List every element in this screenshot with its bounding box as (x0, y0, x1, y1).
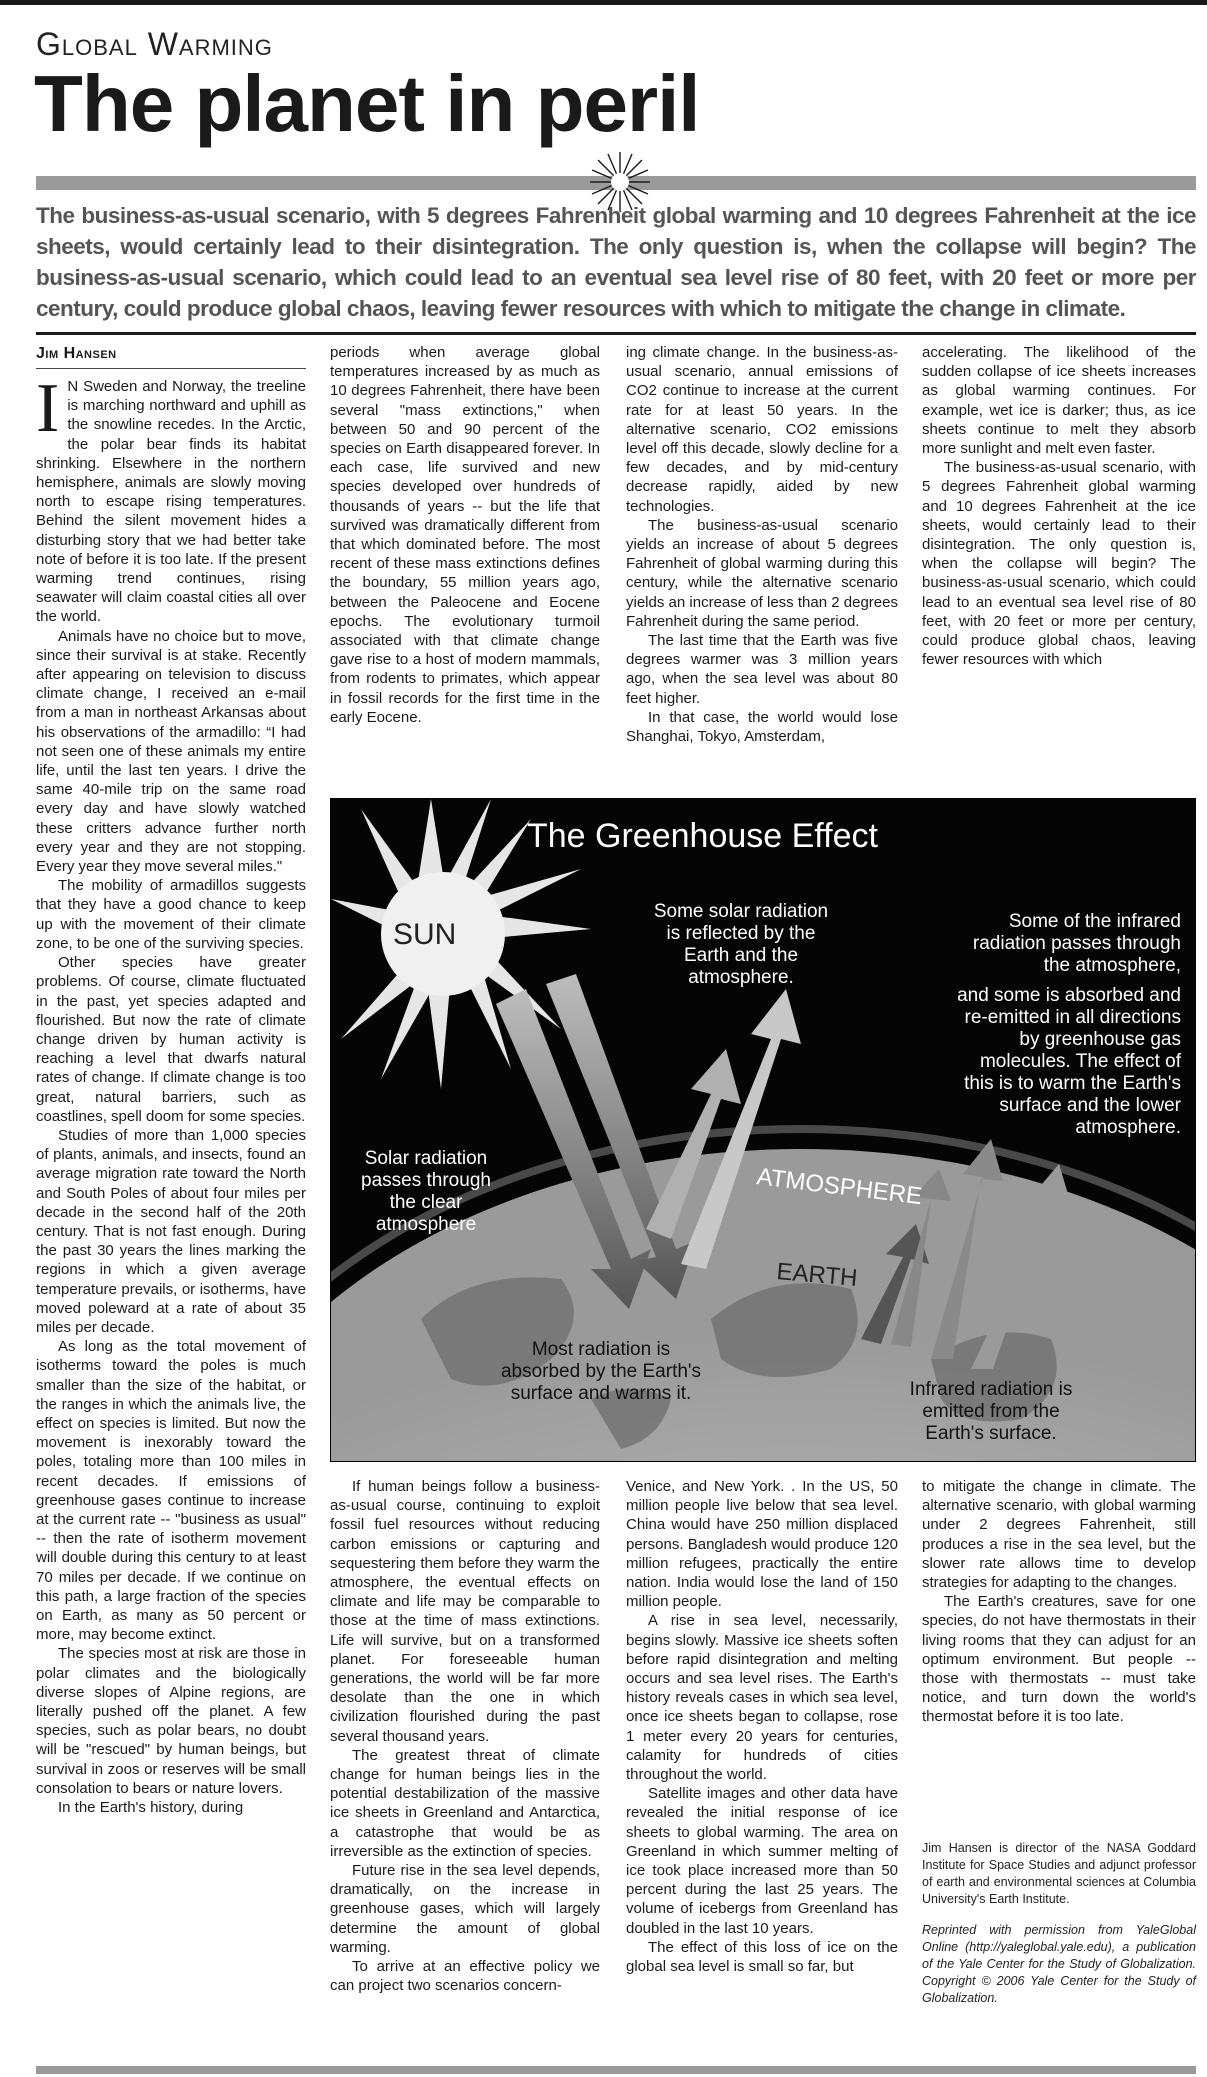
article-paragraph: Studies of more than 1,000 species of plants, animals, and insects, found an average migration rate toward the North and South Poles of about four miles per decade in the second half of the 20th century. That is not fast enough. During the past 30 years the lines marking the regions in which a given average temperature prevails, or isotherms, have moved poleward at a rate of about 35 miles per decade. (36, 1126, 306, 1336)
svg-text:absorbed by the Earth's: absorbed by the Earth's (500, 1361, 702, 1382)
article-column-2 (330, 343, 600, 783)
article-paragraph: Other species have greater problems. Of course, climate fluctuated in the past, yet species adapted and flourished. But now the rate of climate change driven by human activity is reaching a level that dwarfs natural rates of change. If climate change is too great, natural barriers, such as coastlines, spell doom for some species. (36, 954, 306, 1125)
figure-title: The Greenhouse Effect (527, 817, 878, 855)
top-rule (0, 0, 1207, 5)
svg-text:is reflected by the: is reflected by the (666, 923, 816, 944)
svg-text:SUN: SUN (393, 918, 457, 951)
section-kicker: Global Warming (36, 26, 273, 62)
svg-text:surface and warms it.: surface and warms it. (510, 1383, 692, 1404)
svg-text:emitted from the: emitted from the (922, 1401, 1060, 1422)
atmosphere-label: ATMOSPHERE (755, 1163, 924, 1211)
article-paragraph: If human beings follow a business-as-usual course, continuing to exploit fossil fuel resources without reducing carbon emissions or capturing and sequestering them before they warm the atmosphere, the eventual effects on climate and life may be comparable to those at the time of mass extinctions. Life will survive, but on a transformed planet. For foreseeable human generations, the world will be far more desolate than the one in which civilization flourished during the past several thousand years. (330, 1478, 600, 1745)
svg-text:surface and the lower: surface and the lower (999, 1095, 1181, 1116)
svg-text:Infrared radiation is: Infrared radiation is (909, 1379, 1073, 1400)
article-column-3-lower (626, 1477, 898, 2057)
byline-divider (36, 368, 306, 369)
earth-label: EARTH (775, 1258, 859, 1293)
svg-text:by greenhouse gas: by greenhouse gas (1019, 1029, 1181, 1050)
article-paragraph: Animals have no choice but to move, since their survival is at stake. Recently after appearing on television to discuss climate change, I received an e-mail from a man in northeast Arkansas about his observations of the armadillo: “I had not seen one of these animals my entire life, until the last ten years. I drive the same 40-mile trip on the same road every day and have slowly watched these critters advance further north every year and they are not stopping. Every year they move several miles." (36, 627, 306, 876)
svg-text:Earth's surface.: Earth's surface. (925, 1423, 1057, 1444)
article-paragraph: Future rise in the sea level depends, dramatically, on the increase in greenhouse gases, which will largely determine the amount of global warming. (330, 1862, 600, 1956)
svg-text:Most radiation is: Most radiation is (531, 1339, 671, 1360)
infrared-emitted-caption (910, 1379, 1073, 1444)
svg-text:Solar radiation: Solar radiation (364, 1148, 488, 1169)
svg-text:this is to warm the Earth's: this is to warm the Earth's (964, 1073, 1181, 1094)
article-paragraph: The species most at risk are those in polar climates and the biologically diverse slopes of Alpine regions, are literally pushed off the planet. A few species, such as polar bears, no doubt will be "rescued" by human beings, but survival in zoos or reserves will be small consolation to bears or nature lovers. (36, 1645, 306, 1797)
byline: Jim Hansen (36, 345, 117, 362)
article-paragraph: The business-as-usual scenario yields an increase of about 5 degrees Fahrenheit of global warming during this century, while the alternative scenario yields an increase of less than 2 degrees Fahrenheit during the same period. (626, 516, 898, 630)
article-paragraph: The Earth's creatures, save for one species, do not have thermostats in their living rooms that they can adjust for an optimum environment. But people -- those with thermostats -- must take notice, and turn down the world's thermostat before it is too late. (922, 1593, 1196, 1726)
deck-summary: The business-as-usual scenario, with 5 degrees Fahrenheit global warming and 10 degrees Fahrenheit at the ice sheets, would certainly lead to their disintegration. The only question is, when the collapse will begin? The business-as-usual scenario, which could lead to an eventual sea level rise of 80 feet, with 20 feet or more per century, could produce global chaos, leaving fewer resources with which to mitigate the change in climate. (36, 203, 1196, 321)
article-paragraph: Satellite images and other data have revealed the initial response of ice sheets to global warming. The area on Greenland in which summer melting of ice took place increased more than 50 percent during the last 25 years. The volume of icebergs from Greenland has doubled in the last 10 years. (626, 1785, 898, 1937)
author-note: Jim Hansen is director of the NASA Goddard Institute for Space Studies and adjunct professor of earth and environmental sciences at Columbia University's Earth Institute. (922, 1841, 1196, 1906)
svg-text:Some of the infrared: Some of the infrared (1008, 911, 1181, 932)
svg-text:Some solar radiation: Some solar radiation (653, 901, 829, 922)
article-paragraph: In that case, the world would lose Shanghai, Tokyo, Amsterdam, (626, 708, 898, 746)
svg-text:the atmosphere,: the atmosphere, (1043, 955, 1181, 976)
deck-divider (36, 332, 1196, 335)
article-paragraph: The greatest threat of climate change for human beings lies in the potential destabilization of the massive ice sheets in Greenland and Antarctica, a catastrophe that would be as irreversible as the extinction of species. (330, 1746, 600, 1860)
article-paragraph: The effect of this loss of ice on the global sea level is small so far, but (626, 1938, 898, 1976)
article-paragraph: The last time that the Earth was five degrees warmer was 3 million years ago, when the sea level was about 80 feet higher. (626, 632, 898, 707)
article-paragraph: ing climate change. In the business-as-usual scenario, annual emissions of CO2 continue to increase at the current rate for at least 50 years. In the alternative scenario, CO2 emissions level off this decade, slowly decline for a few decades, and by mid-century decrease rapidly, aided by new technologies. (626, 344, 898, 515)
svg-text:molecules. The effect of: molecules. The effect of (979, 1051, 1181, 1072)
svg-text:passes through: passes through (361, 1170, 491, 1191)
greenhouse-illustration (331, 799, 1195, 1461)
article-paragraph: In the Earth's history, during (58, 1799, 244, 1817)
reprint-notice: Reprinted with permission from YaleGlobal Online (http://yaleglobal.yale.edu), a publication of the Yale Center for the Study of Globalization. Copyright © 2006 Yale Center for the Study of Globalization. (922, 1923, 1196, 2005)
article-paragraph: As long as the total movement of isotherms toward the poles is much smaller than the size of the habitat, or the ranges in which the animals live, the effect on species is limited. But now the movement is inexorably toward the poles, totaling more than 100 miles in recent decades. If emissions of greenhouse gases continue to increase at the current rate -- "business as usual" -- then the rate of isotherm movement will double during this century to at least 70 miles per decade. If we continue on this path, a large fraction of the species on Earth, as many as 50 percent or more, may become extinct. (36, 1338, 306, 1644)
credits (922, 1840, 1196, 2021)
article-column-3 (626, 343, 898, 783)
page-title: The planet in peril (34, 59, 700, 148)
svg-text:the clear: the clear (389, 1192, 463, 1213)
bottom-rule (36, 2066, 1196, 2074)
greenhouse-effect-figure (330, 798, 1196, 1462)
article-paragraph: Venice, and New York. . In the US, 50 million people live below that sea level. China would have 250 million displaced persons. Bangladesh would produce 120 million refugees, practically the entire nation. India would lose the land of 150 million people. (626, 1478, 898, 1611)
svg-text:atmosphere.: atmosphere. (688, 967, 794, 988)
article-paragraph: to mitigate the change in climate. The alternative scenario, with global warming under 2 degrees Fahrenheit, still produces a rise in the sea level, but the slower rate allows time to develop strategies for adapting to the changes. (922, 1478, 1196, 1592)
article-paragraph: A rise in sea level, necessarily, begins slowly. Massive ice sheets soften before rapid disintegration and melting occurs and sea level rises. The Earth's history reveals cases in which sea level, once ice sheets began to collapse, rose 1 meter every 20 years for centuries, calamity for hundreds of cities throughout the world. (626, 1612, 898, 1784)
article-column-4 (922, 343, 1196, 783)
svg-text:Earth and the: Earth and the (683, 945, 799, 966)
article-paragraph: The business-as-usual scenario, with 5 degrees Fahrenheit global warming and 10 degrees Fahrenheit at the ice sheets, would certainly lead to their disintegration. The only question is, when the collapse will begin? The business-as-usual scenario, which could lead to an eventual sea level rise of 80 feet, with 20 feet or more per century, could produce global chaos, leaving fewer resources with which (922, 459, 1196, 669)
article-column-4-lower (922, 1477, 1196, 1837)
svg-text:radiation passes through: radiation passes through (972, 933, 1181, 954)
svg-text:atmosphere.: atmosphere. (1075, 1117, 1181, 1138)
article-paragraph: I N Sweden and Norway, the treeline is marching northward and uphill as the snowline recedes. In the Arctic, the polar bear finds its habitat shrinking. Elsewhere in the northern hemisphere, animals are slowly moving north to escape rising temperatures. Behind the silent movement hides a disturbing story that we had better take note of before it is too late. If the present warming trend continues, rising seawater will claim coastal cities all over the world. (36, 377, 306, 626)
svg-text:atmosphere: atmosphere (375, 1214, 477, 1235)
article-column-1 (36, 377, 306, 2057)
svg-text:and some is absorbed and: and some is absorbed and (957, 985, 1181, 1006)
drop-cap: I (36, 377, 60, 447)
svg-text:re-emitted in all directions: re-emitted in all directions (964, 1007, 1181, 1028)
article-column-2-lower (330, 1477, 600, 2057)
article-paragraph: The mobility of armadillos suggests that they have a good chance to keep up with the movement of their climate zone, to be one of the surviving species. (36, 877, 306, 952)
article-paragraph: To arrive at an effective policy we can project two scenarios concern- (330, 1958, 600, 1995)
article-paragraph: periods when average global temperatures increased by as much as 10 degrees Fahrenheit, there have been several "mass extinctions," when between 50 and 90 percent of the species on Earth disappeared forever. In each case, life survived and new species developed over hundreds of thousands of years -- but the life that survived was dramatically different from that which dominated before. The most recent of these mass extinctions defines the boundary, 55 million years ago, between the Paleocene and Eocene epochs. The evolutionary turmoil associated with that climate change gave rise to a host of modern mammals, from rodents to primates, which appear in fossil records for the first time in the early Eocene. (330, 344, 600, 726)
article-paragraph: accelerating. The likelihood of the sudden collapse of ice sheets increases as global warming continues. For example, wet ice is darker; thus, as ice sheets continue to melt they absorb more sunlight and melt even faster. (922, 344, 1196, 458)
